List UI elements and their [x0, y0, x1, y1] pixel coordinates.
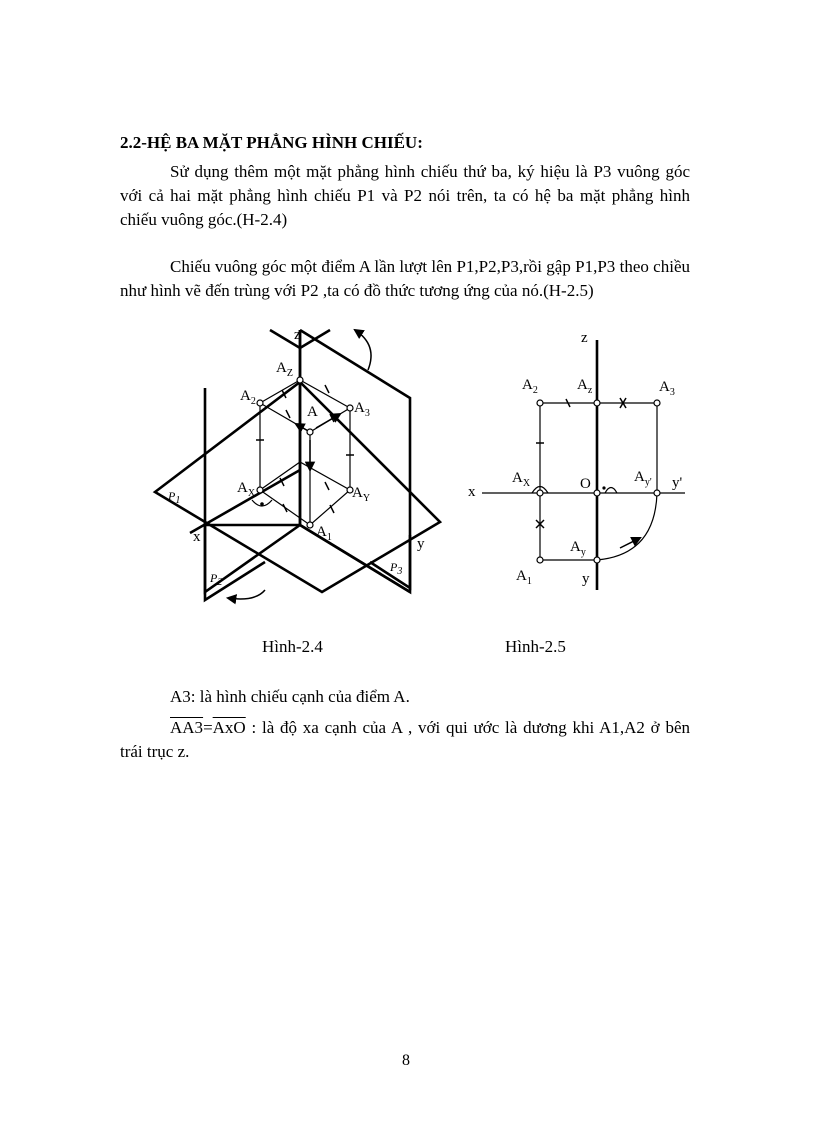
fig2-label-y-bottom: y: [582, 571, 590, 587]
fig2-label-a3: $A_3$: [659, 379, 675, 398]
figure-2-4-caption: Hình-2.4: [262, 637, 323, 656]
fig1-plane-p2: $P_2$: [210, 571, 223, 588]
fig2-label-x: x: [468, 484, 476, 500]
fig2-label-a2: $A_2$: [522, 377, 538, 396]
projection-points: [257, 377, 353, 528]
fig2-label-ayp: $A_{y'}$: [634, 469, 652, 488]
fig2-label-o: O: [580, 476, 591, 492]
fig1-label-a3: $A_3$: [354, 400, 370, 419]
equals-sign: =: [203, 718, 213, 737]
figure-2-5-caption: Hình-2.5: [505, 637, 566, 656]
fig2-right-angle-dot: [602, 486, 605, 489]
side-distance-text: : là độ xa cạnh của A , với qui ước là dương khi A1,A2 ở bên trái trục z.: [120, 718, 690, 761]
fig1-label-x: x: [193, 529, 201, 545]
projection-bottom: [260, 462, 350, 525]
fig2-label-az: $A_z$: [577, 377, 593, 396]
fig2-label-z: z: [581, 330, 588, 346]
figure-2-5: [468, 330, 685, 590]
fig1-label-a: A: [307, 404, 318, 420]
figure-2-4: [155, 327, 440, 600]
fig2-label-y-prime: y': [672, 475, 683, 491]
fig2-label-ax: $A_X$: [512, 470, 531, 489]
fig1-label-ay: $A_Y$: [352, 485, 371, 504]
rotation-arrow-bottom: [228, 590, 265, 599]
overline-axo: $\overline{AxO}$: [212, 718, 246, 737]
fig2-arc-arrow: [620, 538, 640, 548]
fig1-plane-p3: $P_3$: [390, 560, 403, 577]
paragraph-a3-definition: A3: là hình chiếu cạnh của điểm A.: [170, 687, 410, 706]
fig1-label-az: $A_Z$: [276, 360, 293, 379]
fig2-label-a1: $A_1$: [516, 568, 532, 587]
fig2-right-angle-o: [605, 488, 617, 494]
paragraph-projection: Chiếu vuông góc một điểm A lần lượt lên P1,P2,P3,rồi gập P1,P3 theo chiều như hình vẽ đến trùng với P2 ,ta có đồ thức tương ứng của nó.(H-2.5): [120, 257, 690, 300]
fig2-arc: [597, 493, 657, 560]
paragraph-side-distance: [120, 716, 690, 764]
right-angle-dot: [260, 502, 264, 506]
fig1-label-y: y: [417, 536, 425, 552]
overline-aa3: AA3: [170, 718, 204, 737]
fig2-tick-marks: [536, 398, 626, 528]
paragraph-third-plane: Sử dụng thêm một mặt phẳng hình chiếu thứ ba, ký hiệu là P3 vuông góc với cả hai mặt phẳng hình chiếu P1 và P2 nói trên, ta có hệ ba mặt phẳng hình chiếu vuông góc.(H-2.4): [120, 162, 690, 229]
plane-p3-outline: [300, 330, 410, 592]
fig1-plane-p1: $P_1$: [168, 489, 181, 506]
section-heading: 2.2-HỆ BA MẶT PHẲNG HÌNH CHIẾU:: [120, 133, 423, 152]
fig1-label-ax: $A_X$: [237, 480, 256, 499]
fig1-label-z: z: [294, 327, 301, 343]
plane-p2-extension: [205, 522, 265, 600]
fig1-label-a1: $A_1$: [316, 524, 332, 543]
fig1-label-a2: $A_2$: [240, 388, 256, 407]
fig2-label-ay: $A_y$: [570, 539, 586, 558]
arrow-to-a3: [316, 414, 340, 428]
page-number: 8: [402, 1052, 410, 1069]
